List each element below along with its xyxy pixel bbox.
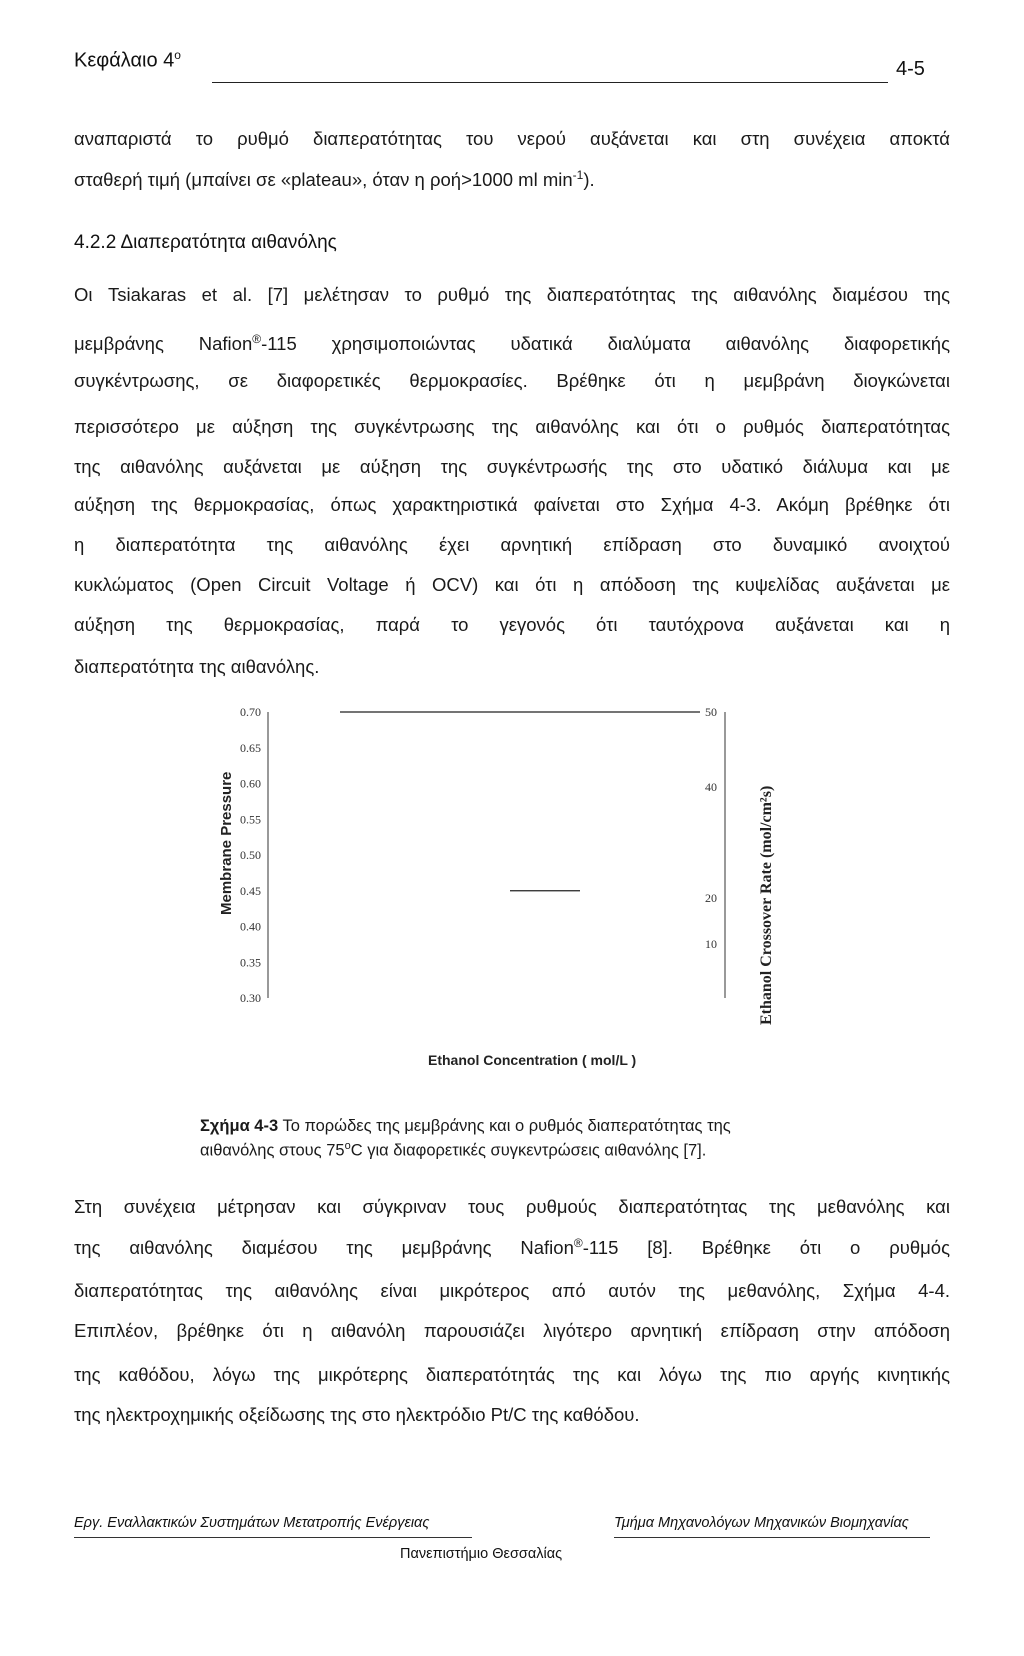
right-tick-label: 40: [705, 780, 717, 794]
right-tick-label: 10: [705, 937, 717, 951]
footer-lab-name: Εργ. Εναλλακτικών Συστημάτων Μετατροπής Ενέργειας: [74, 1515, 430, 1531]
running-header-chapter: Κεφάλαιο $4^o$: [74, 48, 181, 72]
footer-university: Πανεπιστήμιο Θεσσαλίας: [400, 1546, 563, 1562]
chart-canvas: [180, 700, 820, 1080]
left-tick-label: 0.50: [240, 848, 261, 862]
left-tick-label: 0.40: [240, 919, 261, 934]
left-tick-label: 0.70: [240, 705, 261, 719]
section-heading: 4.2.2 Διαπερατότητα αιθανόλης: [74, 232, 337, 253]
x-axis-label: Ethanol Concentration ( mol/L ): [428, 1052, 637, 1068]
left-tick-label: 0.60: [240, 776, 261, 791]
right-y-axis-label: Ethanol Crossover Rate (mol/cm²s): [758, 785, 775, 1025]
right-tick-label: 50: [705, 705, 717, 719]
header-rule: [212, 82, 888, 83]
figure-4-3-chart: [180, 700, 820, 1080]
left-tick-label: 0.45: [240, 883, 261, 898]
left-tick-label: 0.35: [240, 955, 261, 970]
right-tick-label: 20: [705, 891, 717, 905]
figure-caption: Σχήμα 4-3 Το πορώδες της μεμβράνης και ο ρυθμός διαπερατότητας της αιθανόλης στους $75^oC$ για διαφορετικές συγκεντρώσεις αιθανόλης [7].: [200, 1117, 731, 1160]
footer-rule-left: [74, 1537, 472, 1538]
left-y-axis-label: Membrane Pressure: [218, 771, 235, 915]
left-tick-label: 0.30: [240, 991, 261, 1005]
page-number: 4-5: [896, 58, 925, 80]
footer-rule-right: [614, 1537, 930, 1538]
left-tick-label: 0.65: [240, 740, 261, 755]
footer-department: Τμήμα Μηχανολόγων Μηχανικών Βιομηχανίας: [614, 1515, 909, 1531]
left-tick-label: 0.55: [240, 812, 261, 827]
